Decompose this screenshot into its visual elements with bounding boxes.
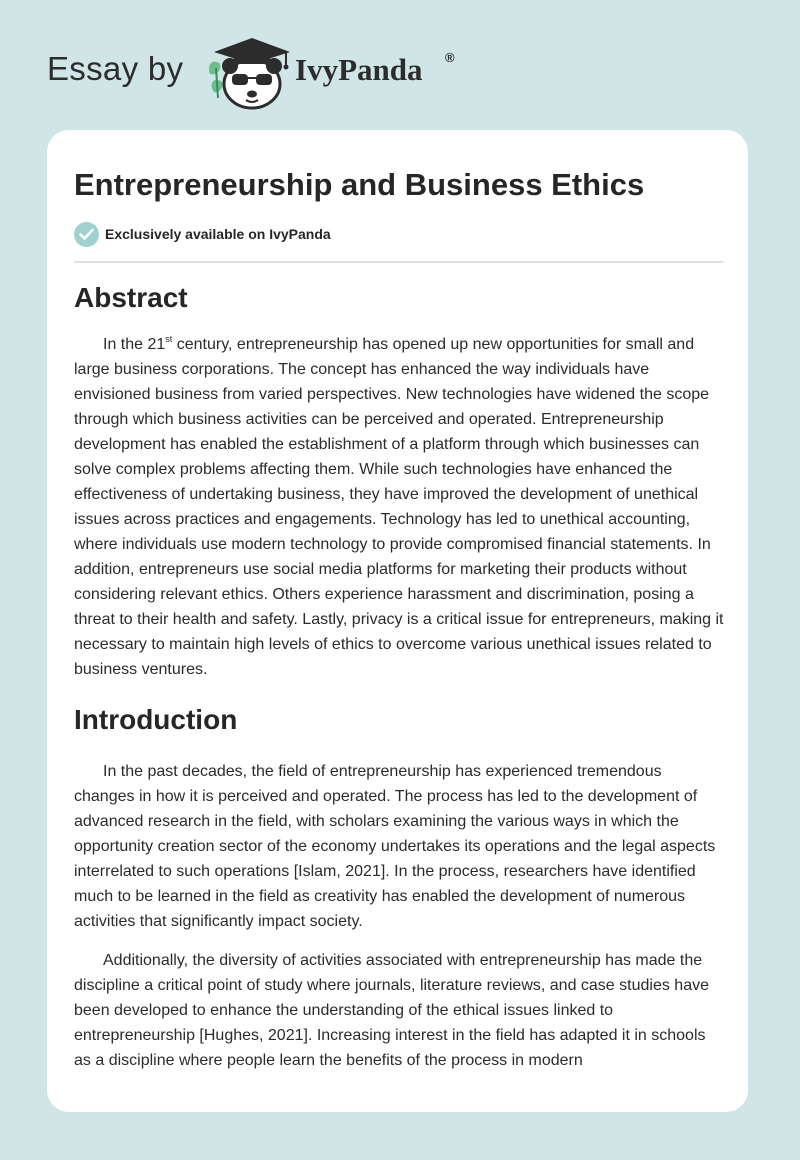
availability-badge (74, 221, 331, 247)
availability-label: Exclusively available on IvyPanda (105, 226, 331, 242)
ordinal-suffix: st (165, 334, 173, 345)
registered-trademark: ® (445, 50, 455, 65)
page-title: Entrepreneurship and Business Ethics (74, 167, 645, 202)
essay-card (47, 130, 748, 1112)
site-header (47, 34, 487, 114)
ivypanda-logo-text[interactable]: IvyPanda (295, 52, 423, 87)
introduction-paragraph-2: Additionally, the diversity of activities associated with entrepreneurship has made the discipline a critical point of study where journals, literature reviews, and case studies have been developed to enhance the understanding of the ethical issues linked to entrepreneurship [Hughes, 2021]. Increasing interest in the field has adapted it in schools as a discipline where people learn the benefits of the process in modern (74, 951, 709, 1069)
check-circle-icon (74, 222, 99, 247)
panda-graduate-icon[interactable] (202, 34, 292, 110)
abstract-lead: In the 21 (103, 336, 166, 354)
introduction-paragraph-1: In the past decades, the field of entrepreneurship has experienced tremendous changes in how it is perceived and operated. The process has led to the development of advanced research in the field, with scholars examining the various ways in which the opportunity creation sector of the economy undertakes its operations and the legal aspects interrelated to such operations [Islam, 2021]. In the process, researchers have identified much to be learned in the field as creativity has enabled the development of numerous activities that significantly impact society. (74, 762, 716, 930)
section-heading-introduction: Introduction (74, 704, 238, 736)
essay-by-label: Essay by (47, 50, 184, 87)
essay-body (74, 280, 724, 1087)
divider (74, 261, 723, 263)
abstract-paragraph (74, 332, 724, 682)
section-heading-abstract: Abstract (74, 282, 188, 313)
abstract-text: century, entrepreneurship has opened up new opportunities for small and large business corporations. The concept has enhanced the way individuals have envisioned business from varied perspectives. New technologies have widened the scope through which business activities can be perceived and operated. Entrepreneurship development has enabled the establishment of a platform through which businesses can solve complex problems affecting them. While such technologies have enhanced the effectiveness of undertaking business, they have improved the development of unethical issues across practices and engagements. Technology has led to unethical accounting, where individuals use modern technology to provide compromised financial statements. In addition, entrepreneurs use social media platforms for marketing their products without considering relevant ethics. Others experience harassment and discrimination, posing a threat to their health and safety. Lastly, privacy is a critical issue for entrepreneurs, making it necessary to maintain high levels of ethics to overcome various unethical issues related to business ventures. (74, 336, 724, 679)
